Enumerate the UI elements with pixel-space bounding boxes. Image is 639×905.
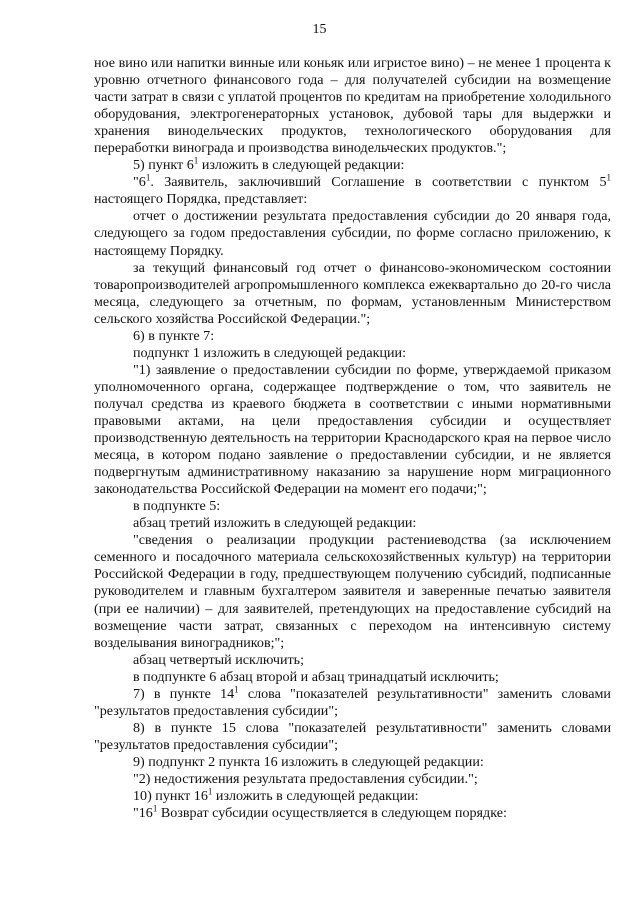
paragraph-16: 9) подпункт 2 пункта 16 изложить в следующей редакции:: [133, 753, 484, 770]
paragraph-10: абзац третий изложить в следующей редакции:: [133, 515, 417, 532]
paragraph-17: "2) недостижения результата предоставления субсидии.";: [133, 770, 478, 787]
paragraph-13: в подпункте 6 абзац второй и абзац тринадцатый исключить;: [133, 668, 499, 685]
paragraph-2: 5) пункт $6^1$ изложить в следующей редакции:: [133, 155, 405, 174]
paragraph-15: 8) в пункте 15 слова "показателей результативности" заменить словами "результатов предоставления субсидии";: [94, 719, 611, 753]
paragraph-5: за текущий финансовый год отчет о финансово-экономическом состоянии товаропроизводителей агропромышленного комплекса ежеквартально до 20-го числа месяца, следующего за отчетным, по формам, установленным Министерством сельского хозяйства Российской Федерации.";: [94, 259, 611, 327]
document-body: [94, 55, 611, 822]
paragraph-9: в подпункте 5:: [133, 498, 221, 515]
paragraph-14: 7) в пункте $14^1$ слова "показателей результативности" заменить словами "результатов предоставления субсидии";: [94, 684, 611, 719]
paragraph-18: 10) пункт $16^1$ изложить в следующей редакции:: [133, 786, 419, 805]
paragraph-8: "1) заявление о предоставлении субсидии по форме, утверждаемой приказом уполномоченного органа, содержащее подтверждение о том, что заявитель не получал средства из краевого бюджета в соответствии с иными нормативными правовыми актами, на цели предоставления субсидии и осуществляет производственную деятельность на территории Краснодарского края на первое число месяца, в котором подано заявление о предоставлении субсидии, и не является подвергнутым административному наказанию за нарушение норм миграционного законодательства Российской Федерации на момент его подачи;";: [94, 361, 611, 498]
paragraph-6: 6) в пункте 7:: [133, 327, 215, 344]
paragraph-3: "$6^1$. Заявитель, заключивший Соглашение в соответствии с пунктом $5^1$ настоящего Порядка, представляет:: [94, 172, 611, 208]
paragraph-7: подпункт 1 изложить в следующей редакции:: [133, 344, 407, 361]
page-number: 15: [312, 22, 327, 37]
paragraph-12: абзац четвертый исключить;: [133, 651, 305, 668]
paragraph-19: "$16^1$ Возврат субсидии осуществляется в следующем порядке:: [133, 803, 507, 822]
paragraph-4: отчет о достижении результата предоставления субсидии до 20 января года, следующего за годом предоставления субсидии, по форме согласно приложению, к настоящему Порядку.: [94, 208, 611, 259]
paragraph-1: ное вино или напитки винные или коньяк или игристое вино) – не менее 1 процента к уровню отчетного финансового года – для получателей субсидии на возмещение части затрат в связи с уплатой процентов по кредитам на приобретение холодильного оборудования, электрогенераторных установок, дубовой тары для выдержки и хранения винодельческих продуктов, технологического оборудования для переработки винограда и производства винодельческих продуктов.";: [94, 55, 611, 157]
paragraph-11: "сведения о реализации продукции растениеводства (за исключением семенного и посадочного материала сельскохозяйственных культур) на территории Российской Федерации в году, предшествующем получению субсидий, подписанные руководителем и главным бухгалтером заявителя и заверенные печатью заявителя (при ее наличии) – для заявителей, претендующих на предоставление субсидий на возмещение части затрат, связанных с переходом на интенсивную систему возделывания виноградников;";: [94, 532, 611, 651]
